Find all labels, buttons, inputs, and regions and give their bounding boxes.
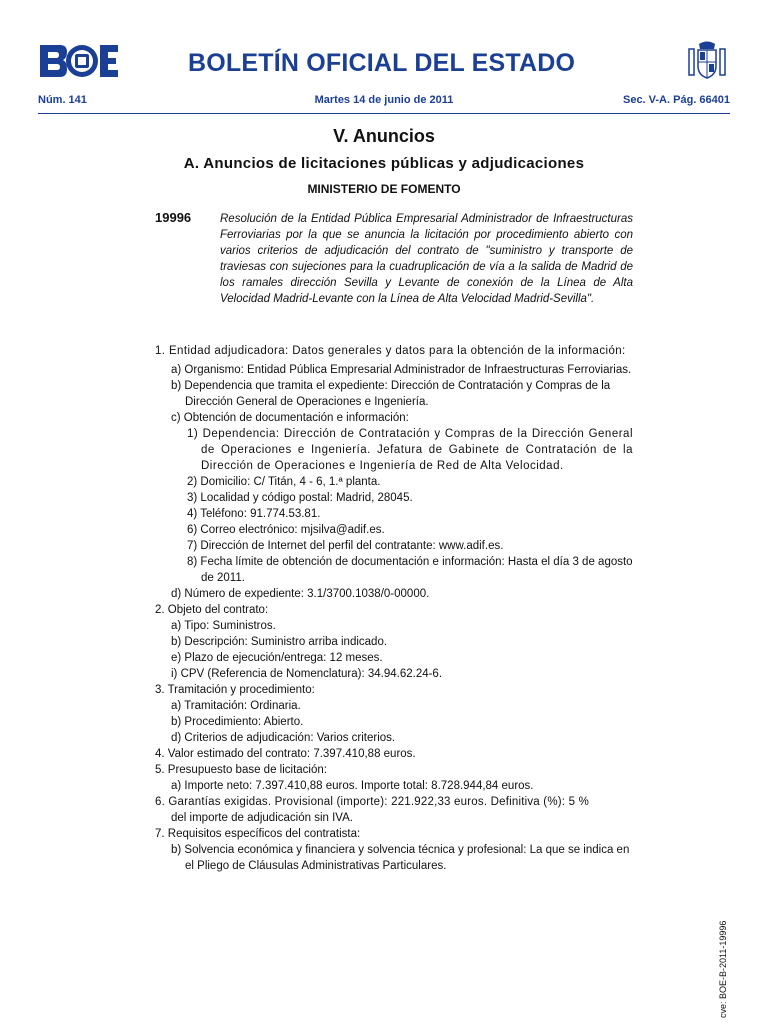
list-subitem: 7) Dirección de Internet del perfil del contratante: www.adif.es. xyxy=(187,540,504,552)
list-item: a) Tipo: Suministros. xyxy=(171,620,276,632)
announcement-resolution: Resolución de la Entidad Pública Empresarial Administrador de Infraestructuras Ferroviarias por la que se anuncia la licitación por procedimiento abierto con varios criterios de adjudicación del contrato de "suministro y transporte de traviesas con sujeciones para la cuadruplicación de vía a la salida de Madrid de los ramales dirección Sevilla y Levante de conexión de la Línea de Alta Velocidad Madrid-Levante con la Línea de Alta Velocidad Madrid-Sevilla". xyxy=(220,213,633,305)
list-item: i) CPV (Referencia de Nomenclatura): 34.94.62.24-6. xyxy=(171,668,443,680)
list-item: b) Descripción: Suministro arriba indicado. xyxy=(171,636,388,648)
list-subitem: 6) Correo electrónico: mjsilva@adif.es. xyxy=(187,524,385,536)
list-subitem: 4) Teléfono: 91.774.53.81. xyxy=(187,508,321,520)
header-divider xyxy=(38,113,730,114)
list-subitem: 2) Domicilio: C/ Titán, 4 - 6, 1.ª planta. xyxy=(187,476,381,488)
list-subitem: 8) Fecha límite de obtención de documentación e información: Hasta el día 3 de agosto de 2011. xyxy=(187,556,633,584)
list-subitem: 3) Localidad y código postal: Madrid, 28045. xyxy=(187,492,413,504)
section-6-title: 6. Garantías exigidas. Provisional (importe): 221.922,33 euros. Definitiva (%): 5 % xyxy=(155,796,589,808)
section-1-title: 1. Entidad adjudicadora: Datos generales y datos para la obtención de la información: xyxy=(155,345,626,357)
list-subitem: 1) Dependencia: Dirección de Contratación y Compras de la Dirección General de Operaciones e Ingeniería. Jefatura de Gabinete de Contratación de la Dirección de Operaciones e Ingeniería de Red de Alta Velocidad. xyxy=(187,428,633,472)
section-6-continuation: del importe de adjudicación sin IVA. xyxy=(171,812,353,824)
section-heading: V. Anuncios xyxy=(333,126,435,146)
ministry-heading: MINISTERIO DE FOMENTO xyxy=(307,182,461,196)
list-item: c) Obtención de documentación e información: xyxy=(171,412,409,424)
list-item: a) Organismo: Entidad Pública Empresarial Administrador de Infraestructuras Ferroviarias. xyxy=(171,364,632,376)
page-header xyxy=(38,40,734,80)
section-4-title: 4. Valor estimado del contrato: 7.397.410,88 euros. xyxy=(155,748,416,760)
coat-of-arms-icon xyxy=(686,40,728,80)
section-page: Sec. V-A. Pág. 66401 xyxy=(622,94,730,106)
section-3-title: 3. Tramitación y procedimiento: xyxy=(155,684,315,696)
list-item: a) Importe neto: 7.397.410,88 euros. Importe total: 8.728.944,84 euros. xyxy=(171,780,534,792)
announcement-body xyxy=(155,341,633,874)
announcement-number: 19996 xyxy=(155,210,192,225)
list-item: e) Plazo de ejecución/entrega: 12 meses. xyxy=(171,652,383,664)
section-7-title: 7. Requisitos específicos del contratista: xyxy=(155,828,361,840)
section-2-title: 2. Objeto del contrato: xyxy=(155,604,269,616)
boe-logo xyxy=(38,44,118,78)
issue-number: Núm. 141 xyxy=(38,94,87,106)
subsection-heading: A. Anuncios de licitaciones públicas y adjudicaciones xyxy=(183,155,585,172)
list-item: d) Criterios de adjudicación: Varios criterios. xyxy=(171,732,396,744)
section-5-title: 5. Presupuesto base de licitación: xyxy=(155,764,327,776)
bulletin-title: BOLETÍN OFICIAL DEL ESTADO xyxy=(188,49,576,77)
list-item: d) Número de expediente: 3.1/3700.1038/0-00000. xyxy=(171,588,430,600)
list-item: b) Procedimiento: Abierto. xyxy=(171,716,304,728)
list-item: b) Dependencia que tramita el expediente: Dirección de Contratación y Compras de la Dirección General de Operaciones e Ingeniería. xyxy=(171,380,611,408)
list-item: b) Solvencia económica y financiera y solvencia técnica y profesional: La que se indica en el Pliego de Cláusulas Administrativas Particulares. xyxy=(171,844,630,872)
issue-date: Martes 14 de junio de 2011 xyxy=(314,94,454,106)
cve-code: cve: BOE-B-2011-19996 xyxy=(718,920,728,1018)
list-item: a) Tramitación: Ordinaria. xyxy=(171,700,301,712)
